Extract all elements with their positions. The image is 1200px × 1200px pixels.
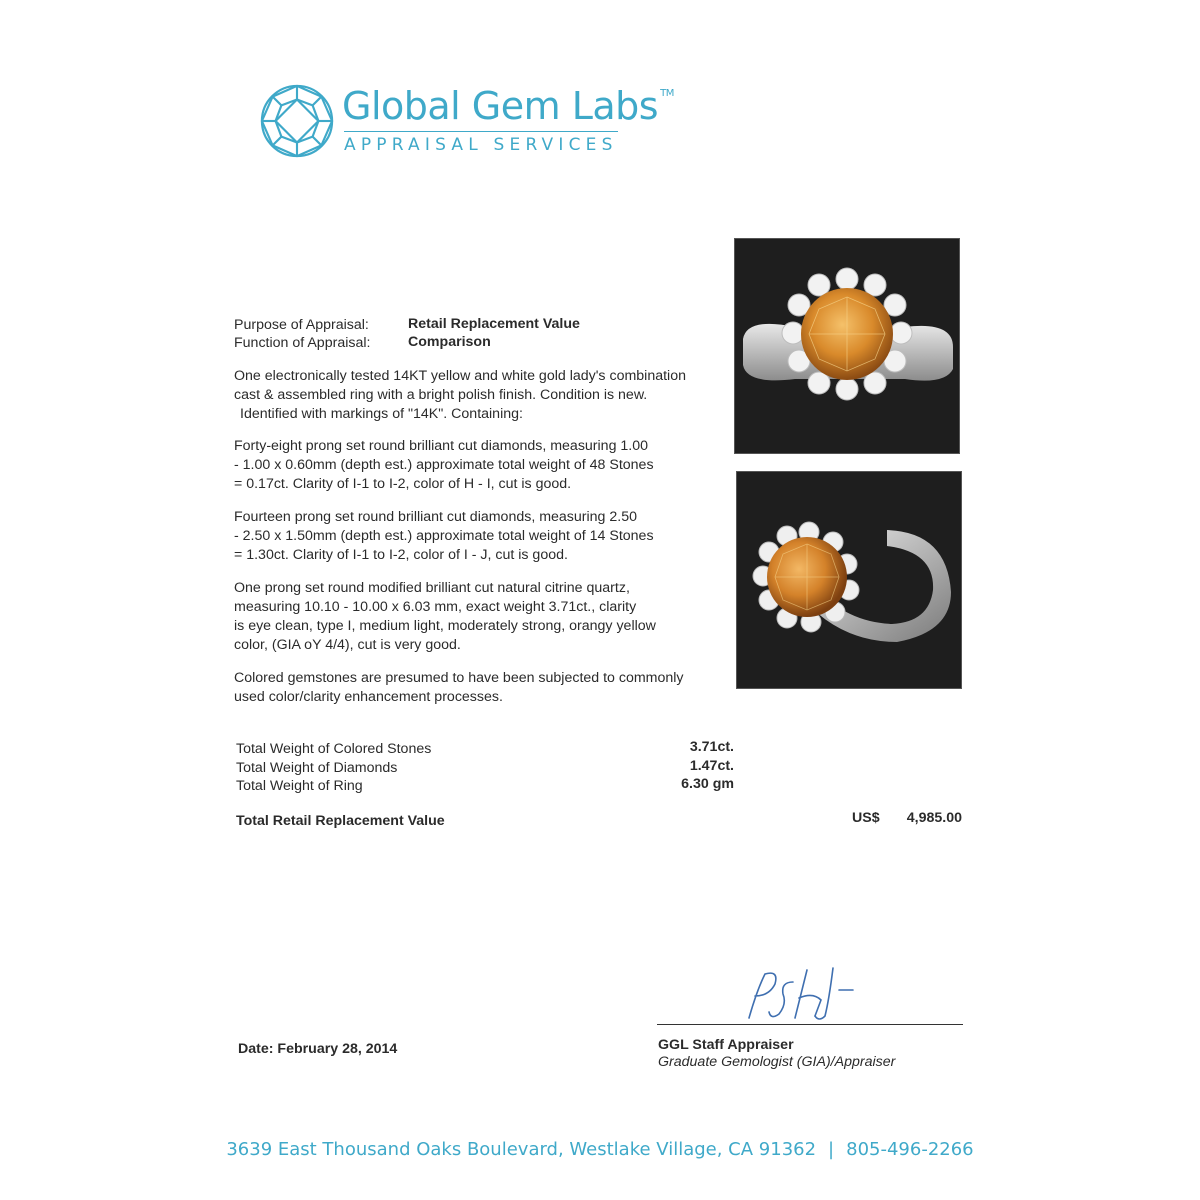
retail-amount: 4,985.00 [906,810,962,826]
diamonds-48-line: - 1.00 x 0.60mm (depth est.) approximate total weight of 48 Stones [234,457,654,473]
appraisal-date: Date: February 28, 2014 [238,1041,398,1057]
total-value: 3.71ct. [689,739,734,755]
brand-tagline: APPRAISAL SERVICES [344,135,618,155]
disclaimer-line: used color/clarity enhancement processes. [234,689,503,705]
signature-line [657,1024,963,1025]
retail-value-label: Total Retail Replacement Value [236,813,445,829]
ring-angled-view-photo [736,471,962,689]
total-value: 1.47ct. [689,758,734,774]
diamonds-14-line: = 1.30ct. Clarity of I-1 to I-2, color of I - J, cut is good. [234,547,568,563]
total-label: Total Weight of Colored Stones [236,741,432,757]
diamonds-14-line: - 2.50 x 1.50mm (depth est.) approximate total weight of 14 Stones [234,528,654,544]
citrine-line: color, (GIA oY 4/4), cut is very good. [234,637,461,653]
footer-address: 3639 East Thousand Oaks Boulevard, Westlake Village, CA 91362 [226,1139,817,1160]
description-line: One electronically tested 14KT yellow and white gold lady's combination [234,368,686,384]
appraiser-credential: Graduate Gemologist (GIA)/Appraiser [658,1054,896,1070]
description-line: cast & assembled ring with a bright polish finish. Condition is new. [234,387,648,403]
total-label: Total Weight of Diamonds [236,760,398,776]
diamonds-14-line: Fourteen prong set round brilliant cut diamonds, measuring 2.50 [234,509,637,525]
retail-currency: US$ [852,810,880,826]
appraiser-signature [735,960,865,1024]
ring-top-view-image [735,239,959,453]
appraiser-title: GGL Staff Appraiser [658,1037,794,1053]
citrine-line: measuring 10.10 - 10.00 x 6.03 mm, exact weight 3.71ct., clarity [234,599,637,615]
ring-angled-view-image [737,472,961,688]
logo-divider [344,131,618,132]
diamonds-48-line: Forty-eight prong set round brilliant cut diamonds, measuring 1.00 [234,438,649,454]
function-value: Comparison [408,334,491,350]
brand-name: Global Gem Labs ™ [342,84,674,128]
function-label: Function of Appraisal: [234,335,371,351]
total-label: Total Weight of Ring [236,778,363,794]
footer-separator: | [828,1139,835,1160]
footer-phone: 805-496-2266 [846,1139,974,1160]
trademark-mark: TM [660,88,674,99]
gem-logo-icon [258,82,336,160]
ring-top-view-photo [734,238,960,454]
citrine-line: is eye clean, type I, medium light, moderately strong, orangy yellow [234,618,656,634]
total-value: 6.30 gm [681,776,734,792]
purpose-label: Purpose of Appraisal: [234,317,369,333]
description-line: Identified with markings of "14K". Containing: [240,406,523,422]
citrine-line: One prong set round modified brilliant cut natural citrine quartz, [234,580,630,596]
footer-contact [0,1139,1200,1160]
diamonds-48-line: = 0.17ct. Clarity of I-1 to I-2, color of H - I, cut is good. [234,476,572,492]
disclaimer-line: Colored gemstones are presumed to have been subjected to commonly [234,670,684,686]
purpose-value: Retail Replacement Value [408,316,580,332]
